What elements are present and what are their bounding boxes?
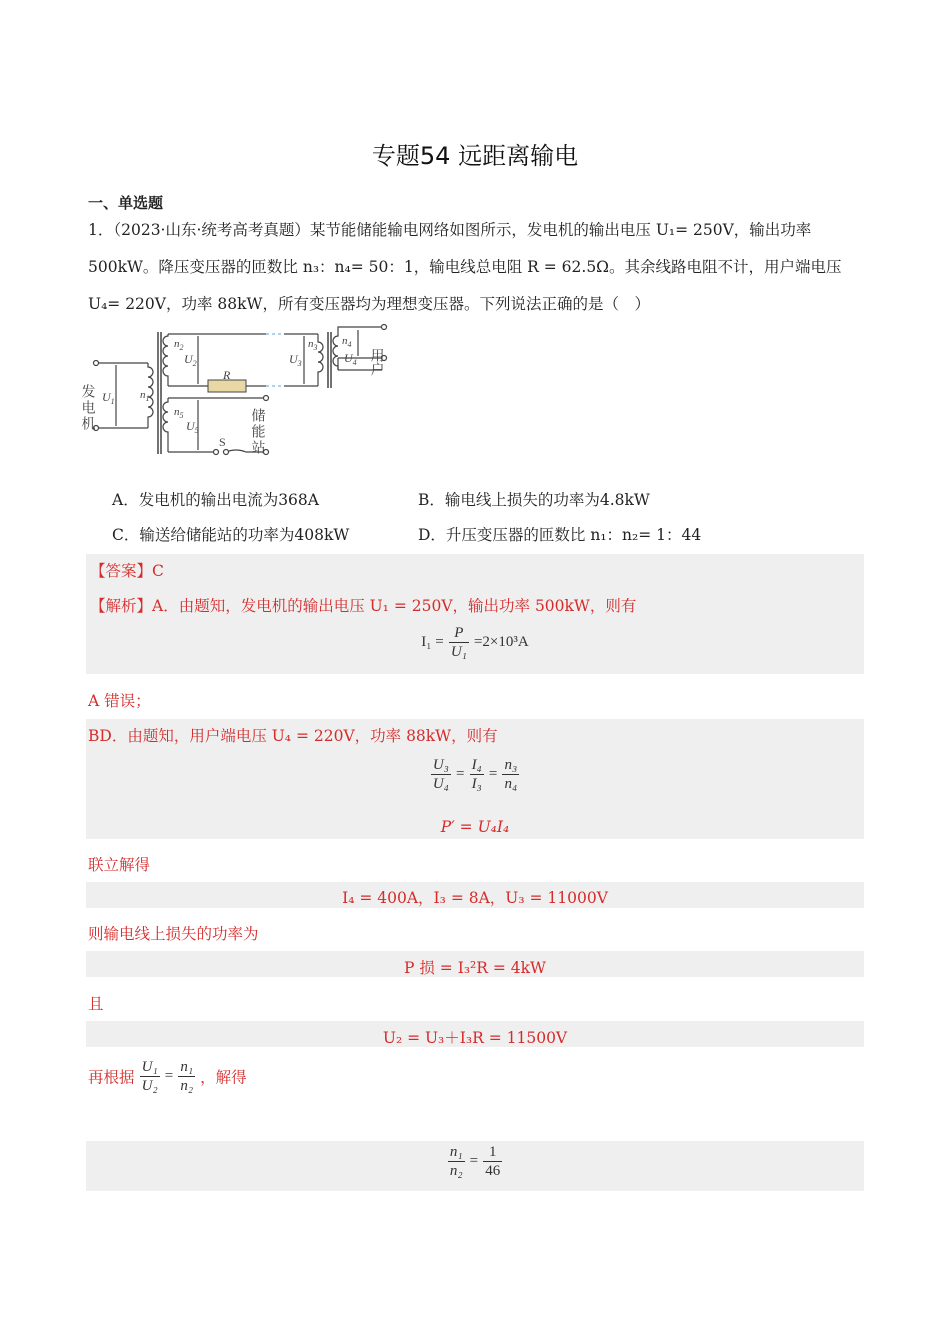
equation-loss: P 损 = I₃²R = 4kW [404,959,546,977]
user-label: 用户 [368,348,384,376]
label-n5: $n_5$ [174,406,184,420]
label-U5: $U_5$ [186,419,199,435]
label-n2: $n_2$ [174,338,184,352]
equation-ratio: $\frac{\text{U₃}}{\text{U₄}}$ = $\frac{\text{I₄}}{\text{I₃}}$ = $\frac{\text{n₃}}{\text{n₄}}$ [432,757,518,792]
analysis-a: 【解析】A．由题知，发电机的输出电压 U₁ = 250V，输出功率 500kW，则有 [90,597,637,615]
loss-text: 则输电线上损失的功率为 [88,925,259,943]
generator-label: 发电机 [79,384,95,432]
question-line-1: 1．（2023·山东·统考高考真题）某节能储能输电网络如图所示，发电机的输出电压 U₁= 250V，输出功率 [88,221,812,239]
label-U3: $U_3$ [289,352,302,368]
equation-current: I₁ = $\frac{P}{\text{U₁}}$ =2×10³A [421,625,529,660]
again-line: 再根据 $\frac{\text{U₁}}{\text{U₂}}$ = $\frac{\text{n₁}}{\text{n₂}}$ ，解得 [88,1059,247,1094]
label-U1: $U_1$ [102,390,115,406]
answer-line: 【答案】C [90,562,164,580]
page-title: 专题54 远距离输电 [371,142,579,170]
resistor-label: R [223,368,231,382]
question-line-3: U₄= 220V，功率 88kW，所有变压器均为理想变压器。下列说法正确的是（ ） [88,295,650,313]
label-U2: $U_2$ [184,352,197,368]
equation-turns: $\frac{\text{n₁}}{\text{n₂}}$ = $\frac{1}{46}$ [449,1144,501,1179]
question-line-2: 500kW。降压变压器的匝数比 n₃：n₄= 50：1，输电线总电阻 R = 62.5Ω。其余线路电阻不计，用户端电压 [88,258,842,276]
storage-label: 储能站 [249,408,265,456]
label-n4: $n_4$ [342,335,352,349]
solve-text: 联立解得 [88,856,151,874]
option-d[interactable]: D．升压变压器的匝数比 n₁：n₂= 1：44 [418,526,702,544]
analysis-bd: BD．由题知，用户端电压 U₄ = 220V，功率 88kW，则有 [88,727,498,745]
option-b[interactable]: B．输电线上损失的功率为4.8kW [418,491,650,509]
label-n3: $n_3$ [308,338,318,352]
and-text: 且 [88,995,104,1013]
label-n1: $n_1$ [140,389,150,403]
equation-u2: U₂ = U₃＋I₃R = 11500V [382,1029,568,1047]
equation-results: I₄ = 400A，I₃ = 8A，U₃ = 11000V [342,889,608,907]
section-heading: 一、单选题 [88,194,164,212]
option-a[interactable]: A．发电机的输出电流为368A [112,491,319,509]
label-U4: $U_4$ [344,351,357,367]
option-c[interactable]: C．输送给储能站的功率为408kW [112,526,350,544]
equation-power: P′ = U₄I₄ [440,818,510,836]
circuit-diagram [79,322,396,462]
switch-label: S [219,435,226,449]
a-wrong: A 错误； [88,692,151,710]
